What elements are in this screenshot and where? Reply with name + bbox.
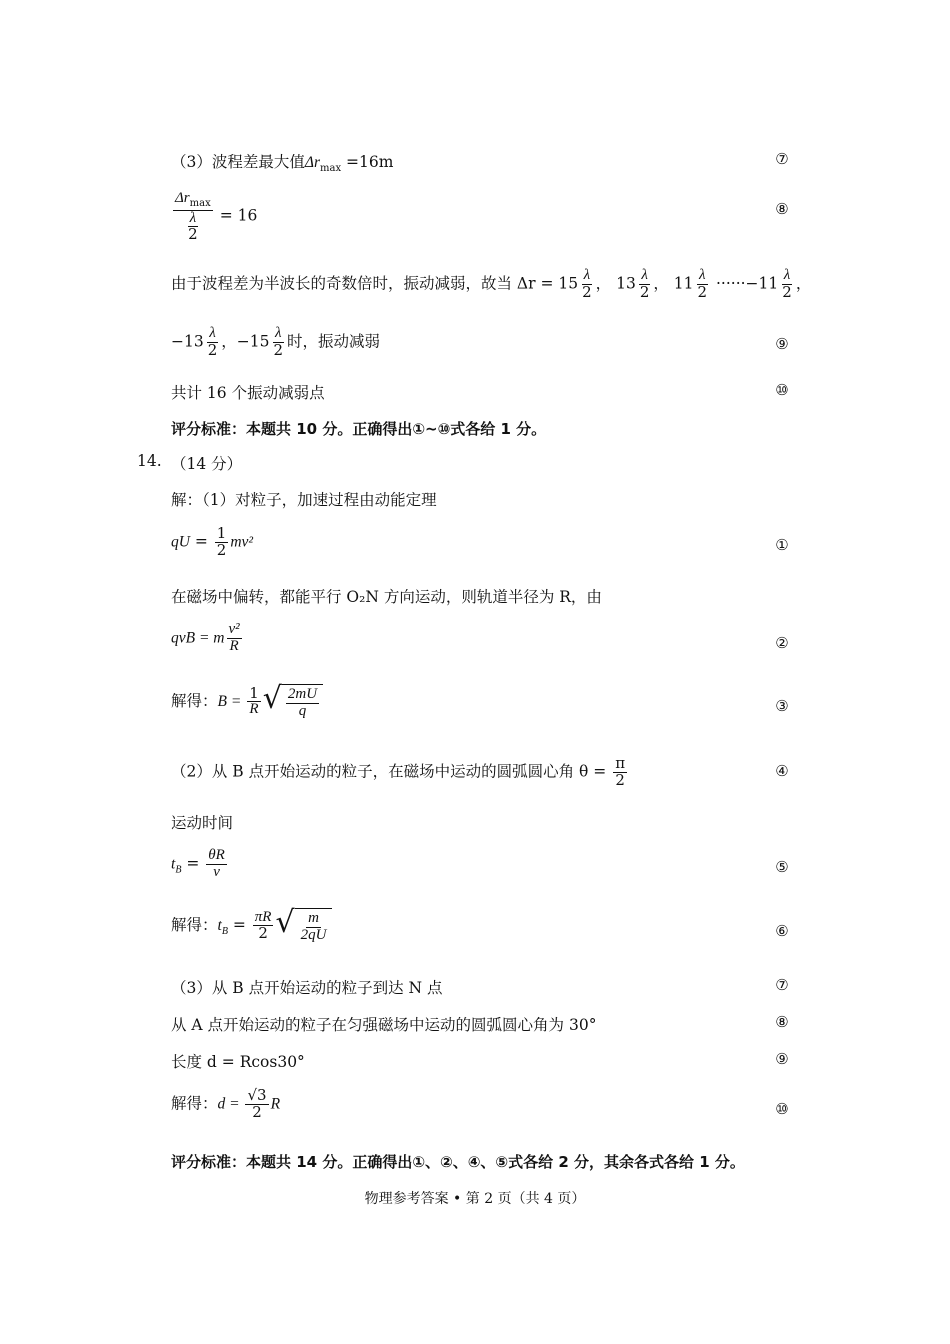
lambda-half-1 [580,268,594,301]
part-3: （3）从 B 点开始运动的粒子到达 N 点 [171,979,443,997]
sqrt3-over-2 [245,1088,268,1121]
num: v² [228,621,240,637]
den: 2 [258,924,268,943]
mark-q14-8: ⑧ [775,1013,789,1031]
lambda: λ [641,267,648,283]
line-9 [171,326,810,359]
pi-r-over-2 [253,910,274,943]
sqrt: √ $\frac{2mU}{q}$ [263,684,323,720]
mark-q14-10: ⑩ [775,1100,789,1118]
half [215,526,229,559]
line-max-path-diff [171,150,810,174]
delta-r: Δr [175,190,190,206]
sqrt: √ $\frac{m}{2qU}$ [275,908,332,944]
mark-q14-4: ④ [775,762,789,780]
v2-over-r [227,622,242,655]
mark-7: ⑦ [775,150,789,168]
den: 2qU [300,926,327,943]
num: 1 [216,524,227,542]
equation-1 [171,526,810,559]
mark-q14-1: ① [775,536,789,554]
num: √3 [247,1086,267,1104]
lambda: λ [275,325,282,341]
scoring-q13: 评分标准：本题共 10 分。正确得出①~⑩式各给 1 分。 [171,420,547,438]
den: 2 [216,540,227,559]
num: 2mU [287,686,318,702]
text: 由于波程差为半波长的奇数倍时，振动减弱，故当 Δr = 15 [171,274,579,293]
mark-q14-9: ⑨ [775,1050,789,1068]
theta-r-over-v [206,848,227,881]
den: 2 [615,770,625,789]
sub-b: B [221,925,228,937]
mark-q14-6: ⑥ [775,922,789,940]
text: ······−11 [711,274,779,293]
sub-max: max [189,198,211,209]
lambda-half-5 [206,326,220,359]
num: 1 [249,683,259,702]
lambda-half-2 [638,268,652,301]
pi-over-2 [613,756,627,789]
lambda-half-3 [696,268,710,301]
mark-q14-7: ⑦ [775,976,789,994]
t: t [171,855,176,873]
equation-8 [171,190,810,243]
mark-9: ⑨ [775,335,789,353]
sqrt-frac [286,687,319,720]
two: 2 [188,225,198,244]
equation-6: 解得：$t_B$ = $\frac{\pi R}{2}$ √ $\frac{m}{2qU}$ [171,908,810,944]
explain-line [171,268,815,301]
num: θR [208,847,225,863]
equation-10 [171,1088,810,1121]
label: 解得： [171,1094,218,1113]
den: q [298,702,307,719]
one-over-r [247,683,261,719]
num: m [308,910,319,926]
lambda: λ [189,209,197,226]
sub-b: B [175,864,182,876]
lhs: B = [217,692,246,710]
motion-time: 运动时间 [171,814,234,832]
den: 2 [252,1102,262,1121]
den: R [229,637,239,654]
two: 2 [207,340,218,359]
question-number: 14. [137,452,162,470]
lambda: λ [783,267,791,283]
lhs: qU [171,533,190,551]
fraction-main [173,190,213,243]
lambda: λ [209,325,216,341]
lhs: d = [217,1095,244,1113]
mark-q14-5: ⑤ [775,858,789,876]
den: v [213,863,220,880]
equals: = [189,532,213,551]
lambda: λ [699,267,706,283]
page-footer: 物理参考答案 • 第 2 页（共 4 页） [364,1191,586,1207]
two: 2 [697,282,708,301]
line-10: 共计 16 个振动减弱点 [171,384,325,402]
text: ， [795,274,812,293]
num: πR [254,908,272,925]
part-2 [171,756,810,789]
equation-3 [171,681,810,720]
text: ，−15 [221,332,270,351]
lambda: λ [583,267,591,283]
two: 2 [273,340,284,359]
lhs: qvB = m [171,629,225,647]
two: 2 [782,282,792,301]
question-points: （14 分） [171,455,243,473]
lambda-half-4 [780,268,794,301]
equation-5: $t_B$ = $\frac{\theta R}{v}$ [171,847,225,880]
sqrt-frac [299,911,329,944]
text: ， 13 [595,274,636,293]
t: t [217,916,222,934]
value: =16m [341,153,394,171]
rhs: mv² [230,533,254,551]
scoring-q14: 评分标准：本题共 14 分。正确得出①、②、④、⑤式各给 2 分，其余各式各给 1 分。 [171,1153,745,1171]
text: ， 11 [653,274,694,293]
value: = 16 [219,206,258,225]
mark-q14-3: ③ [775,697,789,715]
num: π [615,754,626,772]
two: 2 [639,282,650,301]
label: 解得： [171,915,218,934]
label: 解得： [171,691,218,710]
text-after-1: 在磁场中偏转，都能平行 O₂N 方向运动，则轨道半径为 R，由 [171,588,602,606]
mark-10: ⑩ [775,381,789,399]
rhs: R [270,1095,281,1113]
solve-intro: 解：（1）对粒子，加速过程由动能定理 [171,491,437,509]
line-q14-8: 从 A 点开始运动的粒子在匀强磁场中运动的圆弧圆心角为 30° [171,1016,597,1034]
two: 2 [582,282,592,301]
text-label: （3）波程差最大值 [171,153,305,171]
text: （2）从 B 点开始运动的粒子，在磁场中运动的圆弧圆心角 θ = [171,762,612,781]
lambda-half-6 [271,326,285,359]
sub-max: max [320,163,342,175]
lambda-half [186,211,200,244]
text: 时，振动减弱 [287,332,381,351]
line-q14-9: 长度 d = Rcos30° [171,1053,305,1071]
delta-r: Δr [304,154,321,171]
mark-q14-2: ② [775,634,789,652]
equation-2 [171,622,810,655]
mark-8: ⑧ [775,200,789,218]
text: −13 [171,332,204,351]
den: R [249,701,259,718]
